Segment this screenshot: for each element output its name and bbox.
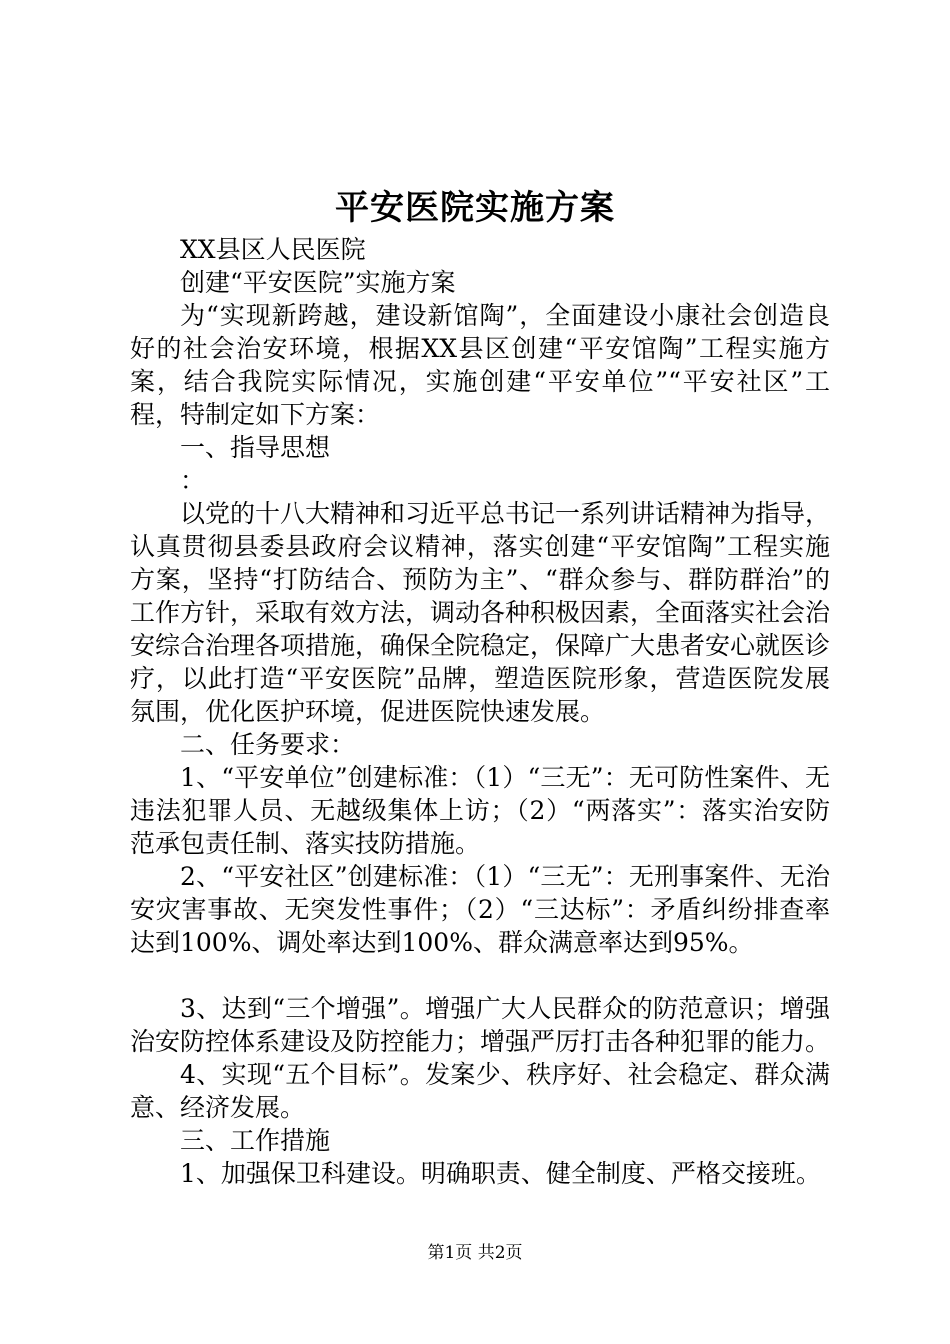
paragraph-intro: 为“实现新跨越，建设新馆陶”，全面建设小康社会创造良好的社会治安环境，根据XX县区创建“平安馆陶”工程实施方案，结合我院实际情况，实施创建“平安单位”“平安社区”工程，特制定如下方案： [130,301,830,429]
document-body [130,233,830,1190]
paragraph-hospital-name: XX县区人民医院 [180,235,366,264]
paragraph-task-3: 3、达到“三个增强”。增强广大人民群众的防范意识；增强治安防控体系建设及防控能力；增强严厉打击各种犯罪的能力。 [130,994,831,1056]
paragraph-task-4: 4、实现“五个目标”。发案少、秩序好、社会稳定、群众满意、经济发展。 [130,1060,830,1122]
paragraph-guiding-ideology: 以党的十八大精神和习近平总书记一系列讲话精神为指导，认真贯彻县委县政府会议精神，落实创建“平安馆陶”工程实施方案，坚持“打防结合、预防为主”、“群众参与、群防群治”的工作方针，采取有效方法，调动各种积极因素，全面落实社会治安综合治理各项措施，确保全院稳定，保障广大患者安心就医诊疗，以此打造“平安医院”品牌，塑造医院形象，营造医院发展氛围，优化医护环境，促进医院快速发展。 [130,499,831,726]
document-title: 平安医院实施方案 [335,188,615,228]
paragraph-task-2: 2、“平安社区”创建标准：（1）“三无”：无刑事案件、无治安灾害事故、无突发性事件；（2）“三达标”：矛盾纠纷排查率达到100%、调处率达到100%、群众满意率达到95%。 [130,862,830,957]
paragraph-plan-name: 创建“平安医院”实施方案 [180,268,456,297]
paragraph-colon: ： [180,466,206,495]
page-footer: 第1页 共2页 [427,1243,523,1263]
paragraph-task-1: 1、“平安单位”创建标准：（1）“三无”：无可防性案件、无违法犯罪人员、无越级集体上访；（2）“两落实”：落实治安防范承包责任制、落实技防措施。 [130,763,830,858]
paragraph-spacer [130,959,830,992]
heading-work-measures: 三、工作措施 [180,1126,331,1155]
heading-task-requirements: 二、任务要求： [180,730,356,759]
heading-guiding-ideology: 一、指导思想 [180,433,331,462]
paragraph-measure-1: 1、加强保卫科建设。明确职责、健全制度、严格交接班。 [180,1159,821,1188]
